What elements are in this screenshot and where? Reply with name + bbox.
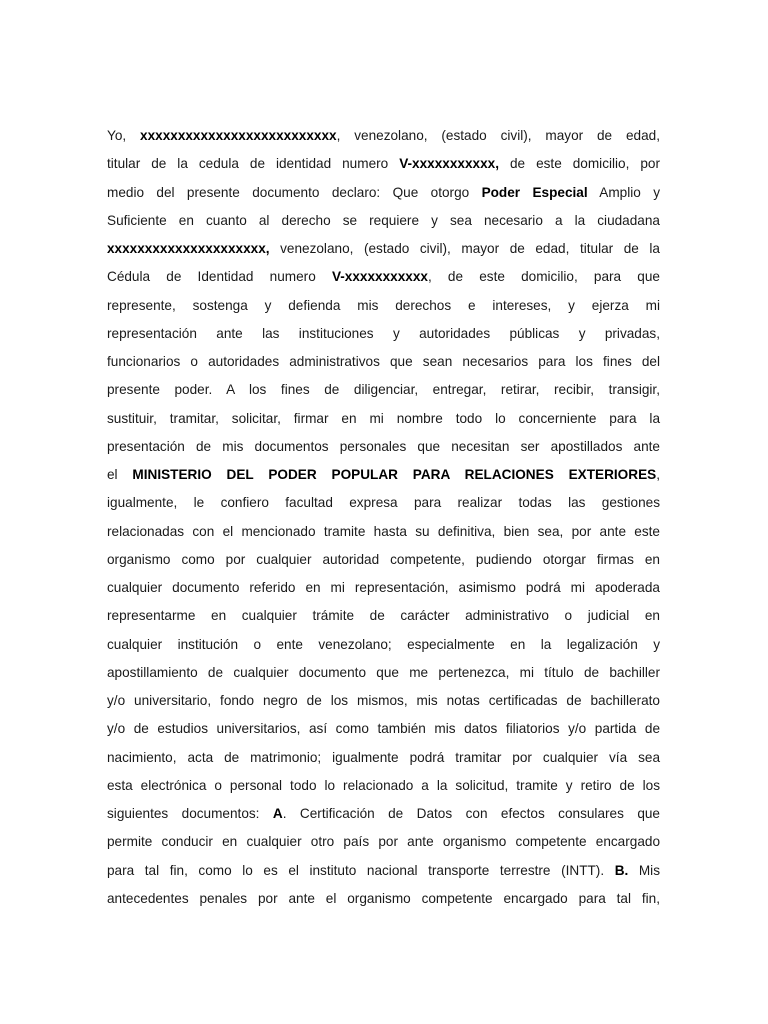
text-segment: y/o universitario, fondo negro de los mismos, mis notas certificadas de bachillerato <box>107 693 660 708</box>
text-segment: esta electrónica o personal todo lo relacionado a la solicitud, tramite y retiro de los <box>107 777 660 793</box>
text-line <box>107 433 660 461</box>
text-segment: represente, sostenga y defienda mis derechos e intereses, y ejerza mi <box>107 297 660 313</box>
text-line <box>107 122 660 150</box>
text-line <box>107 857 660 885</box>
text-segment: siguientes documentos: <box>107 806 273 821</box>
text-line <box>107 235 660 263</box>
text-segment: funcionarios o autoridades administrativos que sean necesarios para los fines del <box>107 354 660 369</box>
text-line <box>107 631 660 659</box>
text-segment: para tal fin, como lo es el instituto nacional transporte terrestre (INTT). <box>107 862 615 878</box>
text-segment: venezolano, (estado civil), mayor de edad, titular de la <box>269 241 660 256</box>
text-segment: Mis <box>628 862 660 878</box>
text-segment: , <box>656 467 660 482</box>
text-line <box>107 376 660 404</box>
text-segment: medio del presente documento declaro: Que otorgo <box>107 184 482 200</box>
text-line <box>107 320 660 348</box>
text-segment: antecedentes penales por ante el organismo competente encargado para tal fin, <box>107 890 660 906</box>
text-segment: representarme en cualquier trámite de carácter administrativo o judicial en <box>107 608 660 624</box>
text-segment: cualquier institución o ente venezolano; especialmente en la legalización y <box>107 636 660 652</box>
text-line <box>107 574 660 602</box>
bold-text: Poder Especial <box>481 184 588 200</box>
bold-text: MINISTERIO DEL PODER POPULAR PARA RELACIONES EXTERIORES <box>132 467 657 482</box>
text-segment: Amplio y <box>587 184 660 200</box>
text-segment: sustituir, tramitar, solicitar, firmar en mi nombre todo lo concerniente para la <box>107 410 660 426</box>
text-line <box>107 715 660 743</box>
text-segment: el <box>107 467 133 482</box>
text-segment: presentación de mis documentos personales que necesitan ser apostillados ante <box>107 438 660 454</box>
bold-text: xxxxxxxxxxxxxxxxxxxxx, <box>107 241 270 256</box>
text-line <box>107 800 660 828</box>
text-segment: nacimiento, acta de matrimonio; igualmente podrá tramitar por cualquier vía sea <box>107 749 660 765</box>
text-line <box>107 207 660 235</box>
text-segment: de este domicilio, por <box>499 156 661 172</box>
text-line <box>107 602 660 630</box>
text-segment: , de este domicilio, para que <box>427 269 660 285</box>
text-line <box>107 518 660 546</box>
text-segment: Yo, <box>107 128 141 143</box>
text-segment: apostillamiento de cualquier documento que me pertenezca, mi título de bachiller <box>107 664 660 680</box>
text-line <box>107 405 660 433</box>
bold-text: xxxxxxxxxxxxxxxxxxxxxxxxxx <box>140 128 337 143</box>
text-segment: . Certificación de Datos con efectos consulares que <box>282 806 660 821</box>
text-segment: cualquier documento referido en mi representación, asimismo podrá mi apoderada <box>107 580 660 595</box>
text-line <box>107 687 660 715</box>
text-segment: presente poder. A los fines de diligenciar, entregar, retirar, recibir, transigir, <box>107 382 660 398</box>
text-segment: titular de la cedula de identidad numero <box>107 156 400 172</box>
text-line <box>107 659 660 687</box>
bold-text: A <box>272 806 283 821</box>
text-segment: Suficiente en cuanto al derecho se requiere y sea necesario a la ciudadana <box>107 212 660 228</box>
text-line <box>107 546 660 574</box>
text-line <box>107 828 660 856</box>
text-line <box>107 292 660 320</box>
bold-text: B. <box>614 862 629 878</box>
text-segment: igualmente, le confiero facultad expresa para realizar todas las gestiones <box>107 495 660 511</box>
text-line <box>107 461 660 489</box>
text-line <box>107 150 660 178</box>
text-line <box>107 489 660 517</box>
text-line <box>107 885 660 913</box>
text-segment: relacionadas con el mencionado tramite hasta su definitiva, bien sea, por ante este <box>107 523 660 539</box>
text-line <box>107 348 660 376</box>
text-line <box>107 179 660 207</box>
power-of-attorney-body <box>107 122 660 913</box>
text-segment: , venezolano, (estado civil), mayor de edad, <box>336 128 660 143</box>
text-segment: Cédula de Identidad numero <box>107 269 332 285</box>
text-segment: organismo como por cualquier autoridad competente, pudiendo otorgar firmas en <box>107 551 660 567</box>
text-segment: permite conducir en cualquier otro país por ante organismo competente encargado <box>107 834 660 850</box>
text-segment: y/o de estudios universitarios, así como también mis datos filiatorios y/o partida de <box>107 721 660 737</box>
bold-text: V-xxxxxxxxxxx <box>331 269 428 285</box>
text-segment: representación ante las instituciones y autoridades públicas y privadas, <box>107 325 660 341</box>
text-line <box>107 772 660 800</box>
text-line <box>107 263 660 291</box>
bold-text: V-xxxxxxxxxxx, <box>399 156 499 172</box>
text-line <box>107 744 660 772</box>
